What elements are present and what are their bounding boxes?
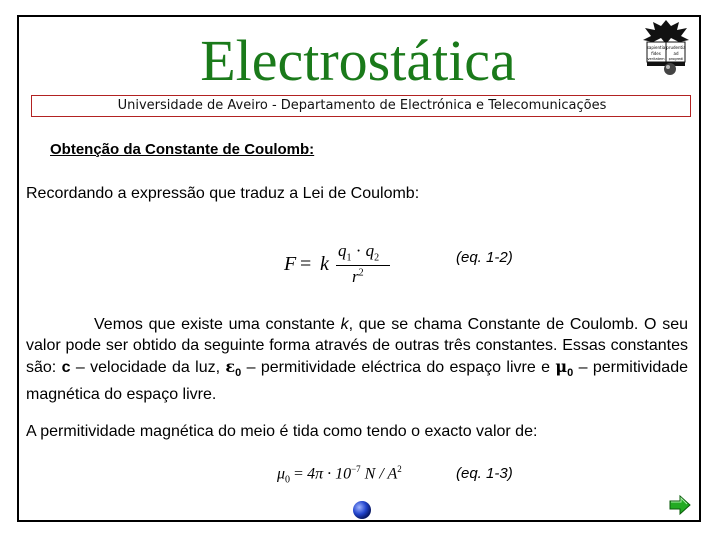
- eq1-F: F: [284, 253, 297, 275]
- crest-text-2: prudentia: [666, 45, 686, 50]
- eq1-numerator: $q_1 \cdot q_2$: [338, 241, 380, 264]
- crest-text-6: progredi: [668, 57, 684, 61]
- permeability-text: A permitividade magnética do meio é tida como tendo o exacto valor de:: [26, 423, 538, 440]
- crest-text-1: sapientia: [646, 45, 666, 50]
- permeability-equation: $\mu_0 = 4\pi \cdot 10^{-7}$ N / $A^2$: [277, 464, 402, 486]
- crest-text-5: veritatem: [647, 57, 665, 61]
- next-arrow-icon[interactable]: [668, 494, 692, 516]
- eq1-equals: =: [300, 253, 312, 275]
- crest-text-4: ad: [673, 51, 679, 56]
- eq1-label: (eq. 1-2): [456, 249, 513, 266]
- blue-ball-icon[interactable]: [352, 500, 372, 520]
- slide-title: Electrostática: [200, 28, 516, 93]
- eq1-fraction-bar: [336, 265, 390, 266]
- eq1-k: k: [320, 253, 329, 275]
- constants-paragraph: Vemos que existe uma constante k, que se chama Constante de Coulomb. O seu valor pode ser obtido da seguinte forma através de outras três constantes. Essas constantes são: c – velocidade da luz, $\varepsilon_0$ – permitividade eléctrica do espaço livre e $\mu_0$ – permitividade magnética do espaço livre.: [26, 316, 689, 404]
- section-heading: Obtenção da Constante de Coulomb:: [50, 141, 315, 158]
- crest-text-3: fides: [651, 51, 661, 56]
- eq1-denominator: $r^2$: [352, 267, 364, 286]
- eq2-label: (eq. 1-3): [456, 465, 513, 482]
- coulomb-equation: [284, 241, 394, 291]
- slide-subtitle: Universidade de Aveiro - Departamento de Electrónica e Telecomunicações: [117, 98, 607, 113]
- crest-globe-icon: [663, 62, 677, 76]
- intro-text: Recordando a expressão que traduz a Lei de Coulomb:: [26, 185, 420, 202]
- subtitle-box: [31, 95, 691, 117]
